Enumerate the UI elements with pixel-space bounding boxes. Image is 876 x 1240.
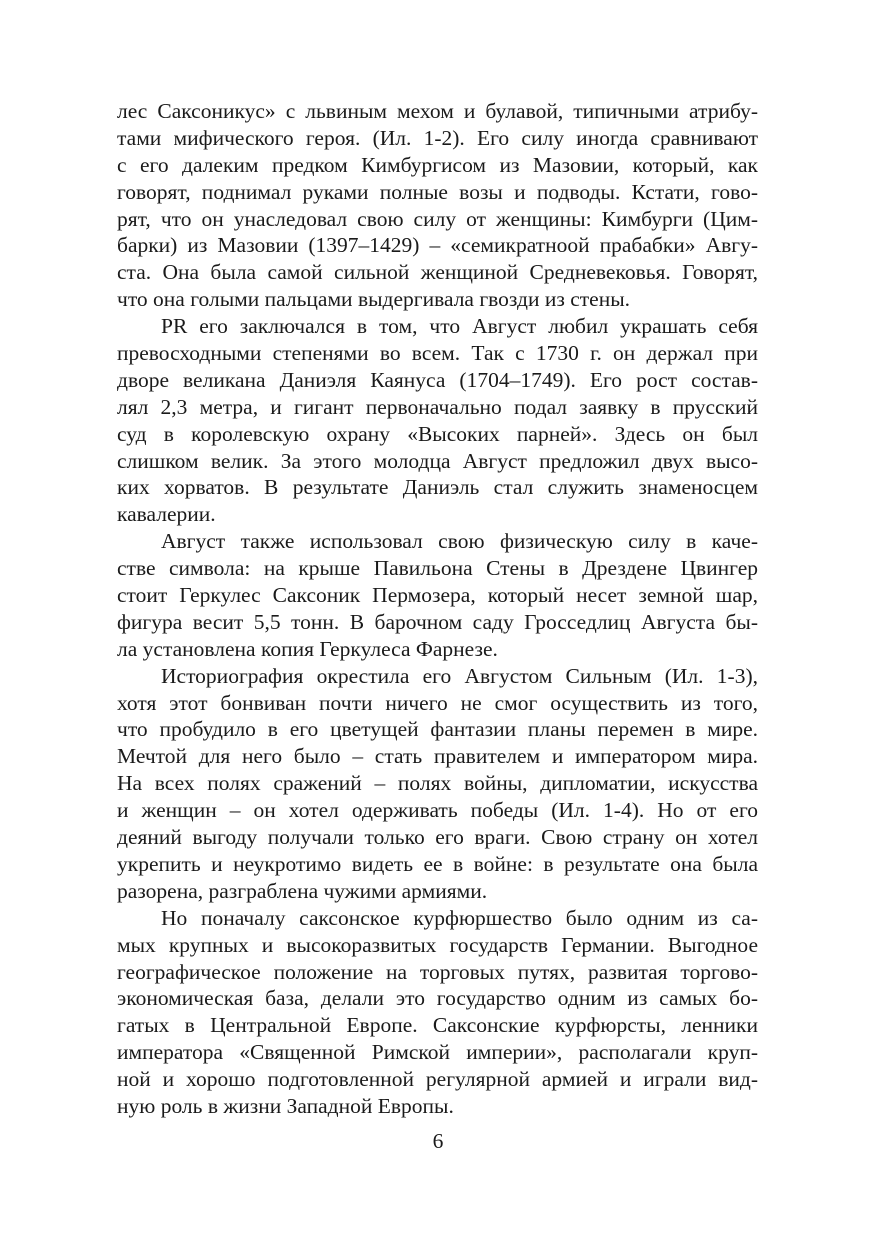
text-line: и женщин – он хотел одерживать победы (Ил. 1-4). Но от его [117, 798, 758, 823]
text-line: фигура весит 5,5 тонн. В барочном саду Гросседлиц Августа бы- [117, 609, 758, 634]
text-line: барки) из Мазовии (1397–1429) – «семикратноой прабабки» Авгу- [117, 233, 758, 258]
text-line: Мечтой для него было – стать правителем и императором мира. [117, 744, 758, 769]
text-line: слишком велик. За этого молодца Август предложил двух высо- [117, 448, 758, 473]
text-line: с его далеким предком Кимбургисом из Мазовии, который, как [117, 152, 758, 177]
text-line: говорят, поднимал руками полные возы и подводы. Кстати, гово- [117, 179, 758, 204]
text-line: хотя этот бонвиван почти ничего не смог осуществить из того, [117, 690, 758, 715]
text-line: что она голыми пальцами выдергивала гвозди из стены. [117, 287, 631, 312]
text-line: мых крупных и высокоразвитых государств Германии. Выгодное [117, 932, 758, 957]
text-line: лял 2,3 метра, и гигант первоначально подал заявку в прусский [117, 394, 758, 419]
text-line: географическое положение на торговых путях, развитая торгово- [117, 959, 758, 984]
paragraph-5 [117, 905, 758, 1120]
paragraph-2 [117, 313, 758, 528]
text-line: Август также использовал свою физическую силу в каче- [161, 529, 758, 554]
page-number: 6 [432, 1129, 444, 1153]
text-line: превосходными степенями во всем. Так с 1730 г. он держал при [117, 341, 758, 366]
text-line: разорена, разграблена чужими армиями. [117, 878, 488, 903]
text-line: ких хорватов. В результате Даниэль стал служить знаменосцем [117, 475, 758, 500]
text-line: лес Саксоникус» с львиным мехом и булавой, типичными атрибу- [117, 99, 758, 123]
text-line: тами мифического героя. (Ил. 1-2). Его силу иногда сравнивают [117, 125, 758, 150]
text-line: кавалерии. [117, 502, 216, 527]
text-line: Но поначалу саксонское курфюршество было одним из са- [161, 905, 758, 930]
text-line: рят, что он унаследовал свою силу от женщины: Кимбурги (Цим- [117, 206, 758, 231]
body-text [117, 98, 758, 1120]
paragraph-4 [117, 663, 758, 905]
text-line: PR его заключался в том, что Август любил украшать себя [161, 314, 758, 339]
text-line: ной и хорошо подготовленной регулярной армией и играли вид- [117, 1067, 758, 1092]
text-line: гатых в Центральной Европе. Саксонские курфюрсты, ленники [117, 1013, 758, 1038]
text-line: На всех полях сражений – полях войны, дипломатии, искусства [117, 771, 758, 796]
text-line: императора «Священной Римской империи», располагали круп- [117, 1040, 758, 1065]
text-line: ста. Она была самой сильной женщиной Средневековья. Говорят, [117, 260, 758, 285]
text-line: экономическая база, делали это государство одним из самых бо- [117, 986, 758, 1011]
text-line: стве символа: на крыше Павильона Стены в Дрездене Цвингер [117, 556, 758, 581]
text-line: деяний выгоду получали только его враги. Свою страну он хотел [117, 825, 758, 850]
text-line: дворе великана Даниэля Каянуса (1704–1749). Его рост состав- [117, 367, 758, 392]
text-line: Историография окрестила его Августом Сильным (Ил. 1-3), [161, 663, 758, 688]
text-line: суд в королевскую охрану «Высоких парней». Здесь он был [117, 421, 758, 446]
paragraph-3 [117, 528, 758, 662]
text-line: стоит Геркулес Саксоник Пермозера, который несет земной шар, [117, 583, 758, 608]
paragraph-1 [117, 98, 758, 313]
text-line: ную роль в жизни Западной Европы. [117, 1093, 454, 1118]
text-line: ла установлена копия Геркулеса Фарнезе. [117, 636, 498, 661]
text-line: что пробудило в его цветущей фантазии планы перемен в мире. [117, 717, 758, 742]
text-line: укрепить и неукротимо видеть ее в войне: в результате она была [117, 851, 758, 876]
